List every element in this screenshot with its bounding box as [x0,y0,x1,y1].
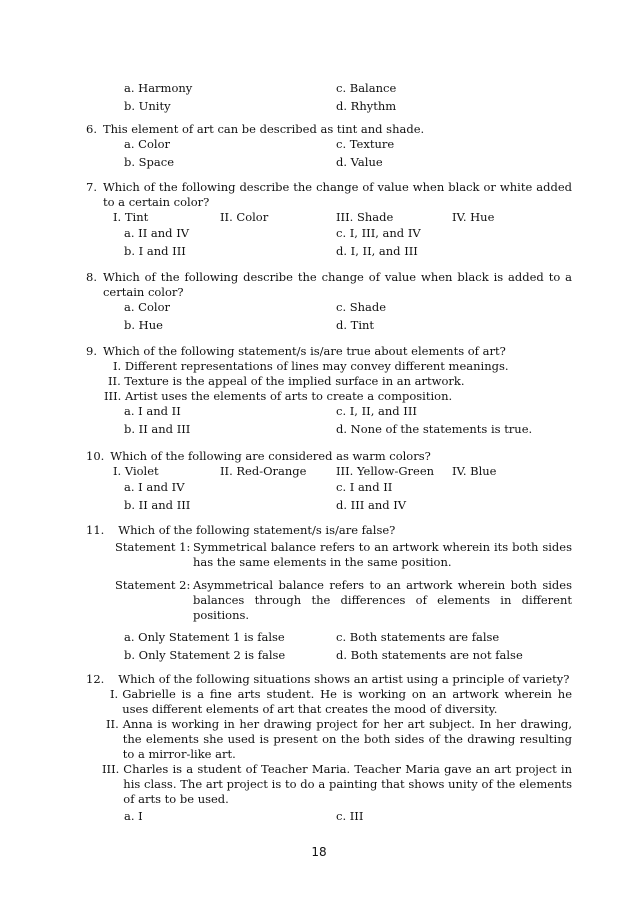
question-text: Which of the following statement/s is/are true about elements of art? [102,344,506,358]
situation-ii-number: II. [106,717,119,731]
statement-1-text: Symmetrical balance refers to an artwork wherein its both sides has the same elements in the same position. [193,540,572,569]
option-c: c. Shade [336,300,387,314]
option-b: b. Only Statement 2 is false [124,648,286,662]
option-a: a. Color [124,300,170,314]
situation-iii [102,762,572,807]
roman-option-1: I. Violet [113,464,159,478]
situation-ii [106,717,572,762]
roman-option-4: IV. Hue [452,210,495,224]
statement-1 [115,540,572,570]
statement-2 [115,578,572,623]
option-a: a. I and II [124,404,181,418]
option-b: b. Space [124,155,175,169]
statement-ii: II. Texture is the appeal of the implied surface in an artwork. [108,374,465,388]
option-b: b. Hue [124,318,163,332]
question-12 [86,672,572,827]
situation-iii-number: III. [102,762,120,776]
option-a: a. Only Statement 1 is false [124,630,285,644]
option-d: d. Rhythm [336,99,397,113]
question-number: 11. [86,523,105,537]
statement-1-label: Statement 1: [115,540,191,554]
situation-i-text: Gabrielle is a fine arts student. He is working on an artwork wherein he uses different elements of art that creates the mood of diversity. [122,687,572,716]
question-number: 9. [86,344,97,358]
option-b: b. Unity [124,99,171,113]
question-9 [86,344,572,440]
question-11 [86,523,572,666]
question-10 [86,449,572,516]
option-d: d. I, II, and III [336,244,418,258]
option-a: a. I and IV [124,480,185,494]
option-d: d. Tint [336,318,375,332]
question-number: 8. [86,270,97,284]
question-text: Which of the following describe the change of value when black is added to a certain color? [102,270,572,299]
question-text: Which of the following situations shows an artist using a principle of variety? [118,672,570,686]
roman-option-2: II. Red-Orange [220,464,307,478]
option-c: c. Balance [336,81,397,95]
option-c: c. I and II [336,480,393,494]
option-d: d. III and IV [336,498,407,512]
option-b: b. I and III [124,244,186,258]
statement-i: I. Different representations of lines may convey different meanings. [113,359,509,373]
roman-option-2: II. Color [220,210,269,224]
roman-option-4: IV. Blue [452,464,497,478]
question-number: 12. [86,672,105,686]
option-c: c. I, III, and IV [336,226,421,240]
option-c: c. I, II, and III [336,404,417,418]
question-number: 10. [86,449,105,463]
option-d: d. Both statements are not false [336,648,523,662]
statement-2-label: Statement 2: [115,578,191,592]
question-8 [86,270,572,336]
option-c: c. Texture [336,137,395,151]
statement-iii: III. Artist uses the elements of arts to create a composition. [104,389,453,403]
situation-ii-text: Anna is working in her drawing project for her art subject. In her drawing, the elements she used is present on the both sides of the drawing resulting to a mirror-like art. [122,717,572,761]
question-text: Which of the following statement/s is/are false? [118,523,396,537]
question-text: This element of art can be described as tint and shade. [102,122,425,136]
roman-option-1: I. Tint [113,210,149,224]
option-a: a. Harmony [124,81,193,95]
situation-i [110,687,572,717]
question-text: Which of the following are considered as warm colors? [110,449,431,463]
question-5-options [86,81,572,117]
option-d: d. None of the statements is true. [336,422,533,436]
question-number: 7. [86,180,97,194]
option-c: c. III [336,809,364,823]
option-a: a. II and IV [124,226,190,240]
option-c: c. Both statements are false [336,630,500,644]
statement-2-text: Asymmetrical balance refers to an artwork wherein both sides balances through the differences of elements in different positions. [193,578,572,622]
question-7 [86,180,572,262]
situation-i-number: I. [110,687,119,701]
option-b: b. II and III [124,498,191,512]
question-6 [86,122,572,173]
option-a: a. I [124,809,143,823]
roman-option-3: III. Yellow-Green [336,464,435,478]
option-a: a. Color [124,137,170,151]
roman-option-3: III. Shade [336,210,394,224]
question-number: 6. [86,122,97,136]
situation-iii-text: Charles is a student of Teacher Maria. Teacher Maria gave an art project in his class. The art project is to do a painting that shows unity of the elements of arts to be used. [123,762,572,806]
option-b: b. II and III [124,422,191,436]
question-text: Which of the following describe the change of value when black or white added to a certain color? [102,180,572,209]
page-number: 18 [311,845,327,859]
option-d: d. Value [336,155,383,169]
